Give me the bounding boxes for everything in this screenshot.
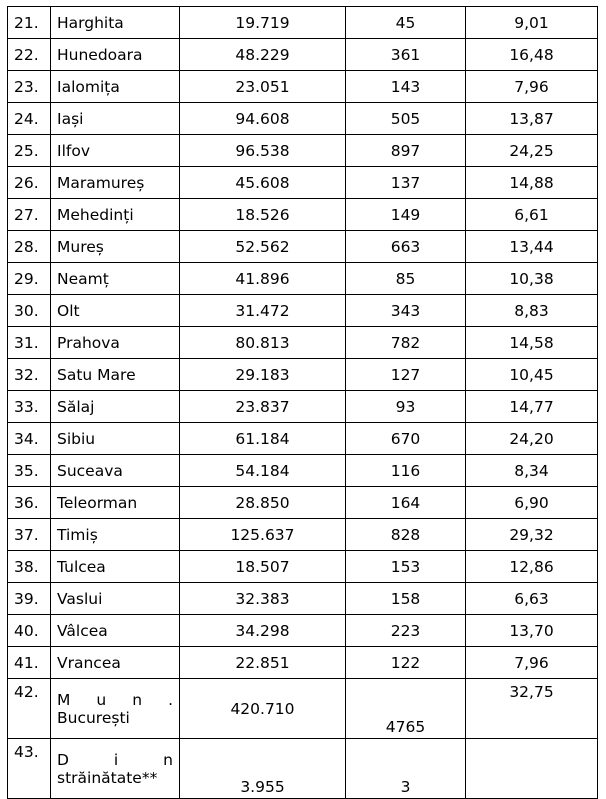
row-number: 42. [8, 679, 51, 739]
value-a: 96.538 [180, 135, 346, 167]
value-b: 164 [346, 487, 466, 519]
row-number: 36. [8, 487, 51, 519]
value-b: 4765 [346, 679, 466, 739]
value-c: 7,96 [466, 647, 598, 679]
county-name: Vaslui [51, 583, 180, 615]
table-row [8, 103, 598, 135]
value-b: 137 [346, 167, 466, 199]
value-c: 32,75 [466, 679, 598, 739]
table-row [8, 167, 598, 199]
county-name: Prahova [51, 327, 180, 359]
county-name: Ialomița [51, 71, 180, 103]
value-a: 31.472 [180, 295, 346, 327]
value-a: 28.850 [180, 487, 346, 519]
table-row [8, 231, 598, 263]
county-name: Timiș [51, 519, 180, 551]
table-row [8, 455, 598, 487]
row-number: 21. [8, 7, 51, 39]
value-a: 94.608 [180, 103, 346, 135]
value-c: 14,58 [466, 327, 598, 359]
county-name: Sălaj [51, 391, 180, 423]
value-a: 32.383 [180, 583, 346, 615]
value-c: 13,44 [466, 231, 598, 263]
value-c: 8,34 [466, 455, 598, 487]
county-name-line2: străinătate** [57, 768, 158, 787]
county-name: Olt [51, 295, 180, 327]
value-b: 143 [346, 71, 466, 103]
value-c: 6,63 [466, 583, 598, 615]
row-number: 34. [8, 423, 51, 455]
county-name: Teleorman [51, 487, 180, 519]
table-row [8, 327, 598, 359]
county-name: Maramureș [51, 167, 180, 199]
value-c: 6,61 [466, 199, 598, 231]
value-a: 61.184 [180, 423, 346, 455]
county-statistics-table [7, 6, 598, 799]
county-name: Tulcea [51, 551, 180, 583]
value-b: 85 [346, 263, 466, 295]
table-row [8, 39, 598, 71]
value-b: 361 [346, 39, 466, 71]
table-row [8, 423, 598, 455]
value-c [466, 739, 598, 799]
county-name: Suceava [51, 455, 180, 487]
value-b: 828 [346, 519, 466, 551]
value-a: 23.051 [180, 71, 346, 103]
value-b: 127 [346, 359, 466, 391]
value-c: 8,83 [466, 295, 598, 327]
county-name: Vrancea [51, 647, 180, 679]
value-c: 6,90 [466, 487, 598, 519]
county-name-line1: D i n [57, 750, 173, 769]
value-a: 41.896 [180, 263, 346, 295]
value-c: 9,01 [466, 7, 598, 39]
value-b: 343 [346, 295, 466, 327]
value-b: 45 [346, 7, 466, 39]
value-b: 3 [346, 739, 466, 799]
value-a: 48.229 [180, 39, 346, 71]
row-number: 28. [8, 231, 51, 263]
table-row [8, 615, 598, 647]
value-c: 13,70 [466, 615, 598, 647]
row-number: 38. [8, 551, 51, 583]
value-c: 10,45 [466, 359, 598, 391]
county-name-line2: București [57, 708, 130, 727]
row-number: 37. [8, 519, 51, 551]
value-a: 420.710 [180, 679, 346, 739]
table-row [8, 263, 598, 295]
value-c: 14,88 [466, 167, 598, 199]
row-number: 41. [8, 647, 51, 679]
table-row [8, 135, 598, 167]
county-name: Vâlcea [51, 615, 180, 647]
table-row [8, 519, 598, 551]
table-row [8, 487, 598, 519]
table-row [8, 7, 598, 39]
value-c: 7,96 [466, 71, 598, 103]
table-row [8, 583, 598, 615]
row-number: 40. [8, 615, 51, 647]
value-b: 505 [346, 103, 466, 135]
value-a: 18.507 [180, 551, 346, 583]
value-a: 18.526 [180, 199, 346, 231]
table-row [8, 199, 598, 231]
row-number: 29. [8, 263, 51, 295]
value-c: 29,32 [466, 519, 598, 551]
row-number: 22. [8, 39, 51, 71]
row-number: 23. [8, 71, 51, 103]
value-a: 125.637 [180, 519, 346, 551]
county-name: Hunedoara [51, 39, 180, 71]
value-a: 54.184 [180, 455, 346, 487]
county-name: Mehedinți [51, 199, 180, 231]
row-number: 25. [8, 135, 51, 167]
value-a: 19.719 [180, 7, 346, 39]
county-name: Sibiu [51, 423, 180, 455]
value-a: 22.851 [180, 647, 346, 679]
value-b: 663 [346, 231, 466, 263]
value-c: 14,77 [466, 391, 598, 423]
value-c: 24,25 [466, 135, 598, 167]
table-row [8, 391, 598, 423]
table-row-bucuresti [8, 679, 598, 739]
value-b: 223 [346, 615, 466, 647]
row-number: 27. [8, 199, 51, 231]
county-name [51, 739, 180, 799]
row-number: 24. [8, 103, 51, 135]
table-row [8, 71, 598, 103]
value-a: 23.837 [180, 391, 346, 423]
county-name: Neamț [51, 263, 180, 295]
table-row [8, 647, 598, 679]
value-b: 670 [346, 423, 466, 455]
value-a: 3.955 [180, 739, 346, 799]
value-a: 34.298 [180, 615, 346, 647]
county-name: Ilfov [51, 135, 180, 167]
row-number: 26. [8, 167, 51, 199]
value-a: 45.608 [180, 167, 346, 199]
value-a: 29.183 [180, 359, 346, 391]
value-c: 12,86 [466, 551, 598, 583]
value-b: 897 [346, 135, 466, 167]
value-b: 149 [346, 199, 466, 231]
county-name: Harghita [51, 7, 180, 39]
county-name: Satu Mare [51, 359, 180, 391]
value-a: 80.813 [180, 327, 346, 359]
row-number: 33. [8, 391, 51, 423]
row-number: 32. [8, 359, 51, 391]
value-b: 158 [346, 583, 466, 615]
row-number: 43. [8, 739, 51, 799]
value-b: 153 [346, 551, 466, 583]
value-b: 122 [346, 647, 466, 679]
row-number: 31. [8, 327, 51, 359]
value-b: 782 [346, 327, 466, 359]
county-name: Iași [51, 103, 180, 135]
row-number: 35. [8, 455, 51, 487]
value-c: 13,87 [466, 103, 598, 135]
table-row [8, 551, 598, 583]
county-name-line1: M u n . [57, 690, 173, 709]
value-c: 16,48 [466, 39, 598, 71]
table-row [8, 359, 598, 391]
value-c: 24,20 [466, 423, 598, 455]
table-row-strainatate [8, 739, 598, 799]
row-number: 39. [8, 583, 51, 615]
table-body [8, 7, 598, 799]
county-name [51, 679, 180, 739]
value-c: 10,38 [466, 263, 598, 295]
value-a: 52.562 [180, 231, 346, 263]
county-name: Mureș [51, 231, 180, 263]
value-b: 116 [346, 455, 466, 487]
table-row [8, 295, 598, 327]
value-b: 93 [346, 391, 466, 423]
row-number: 30. [8, 295, 51, 327]
